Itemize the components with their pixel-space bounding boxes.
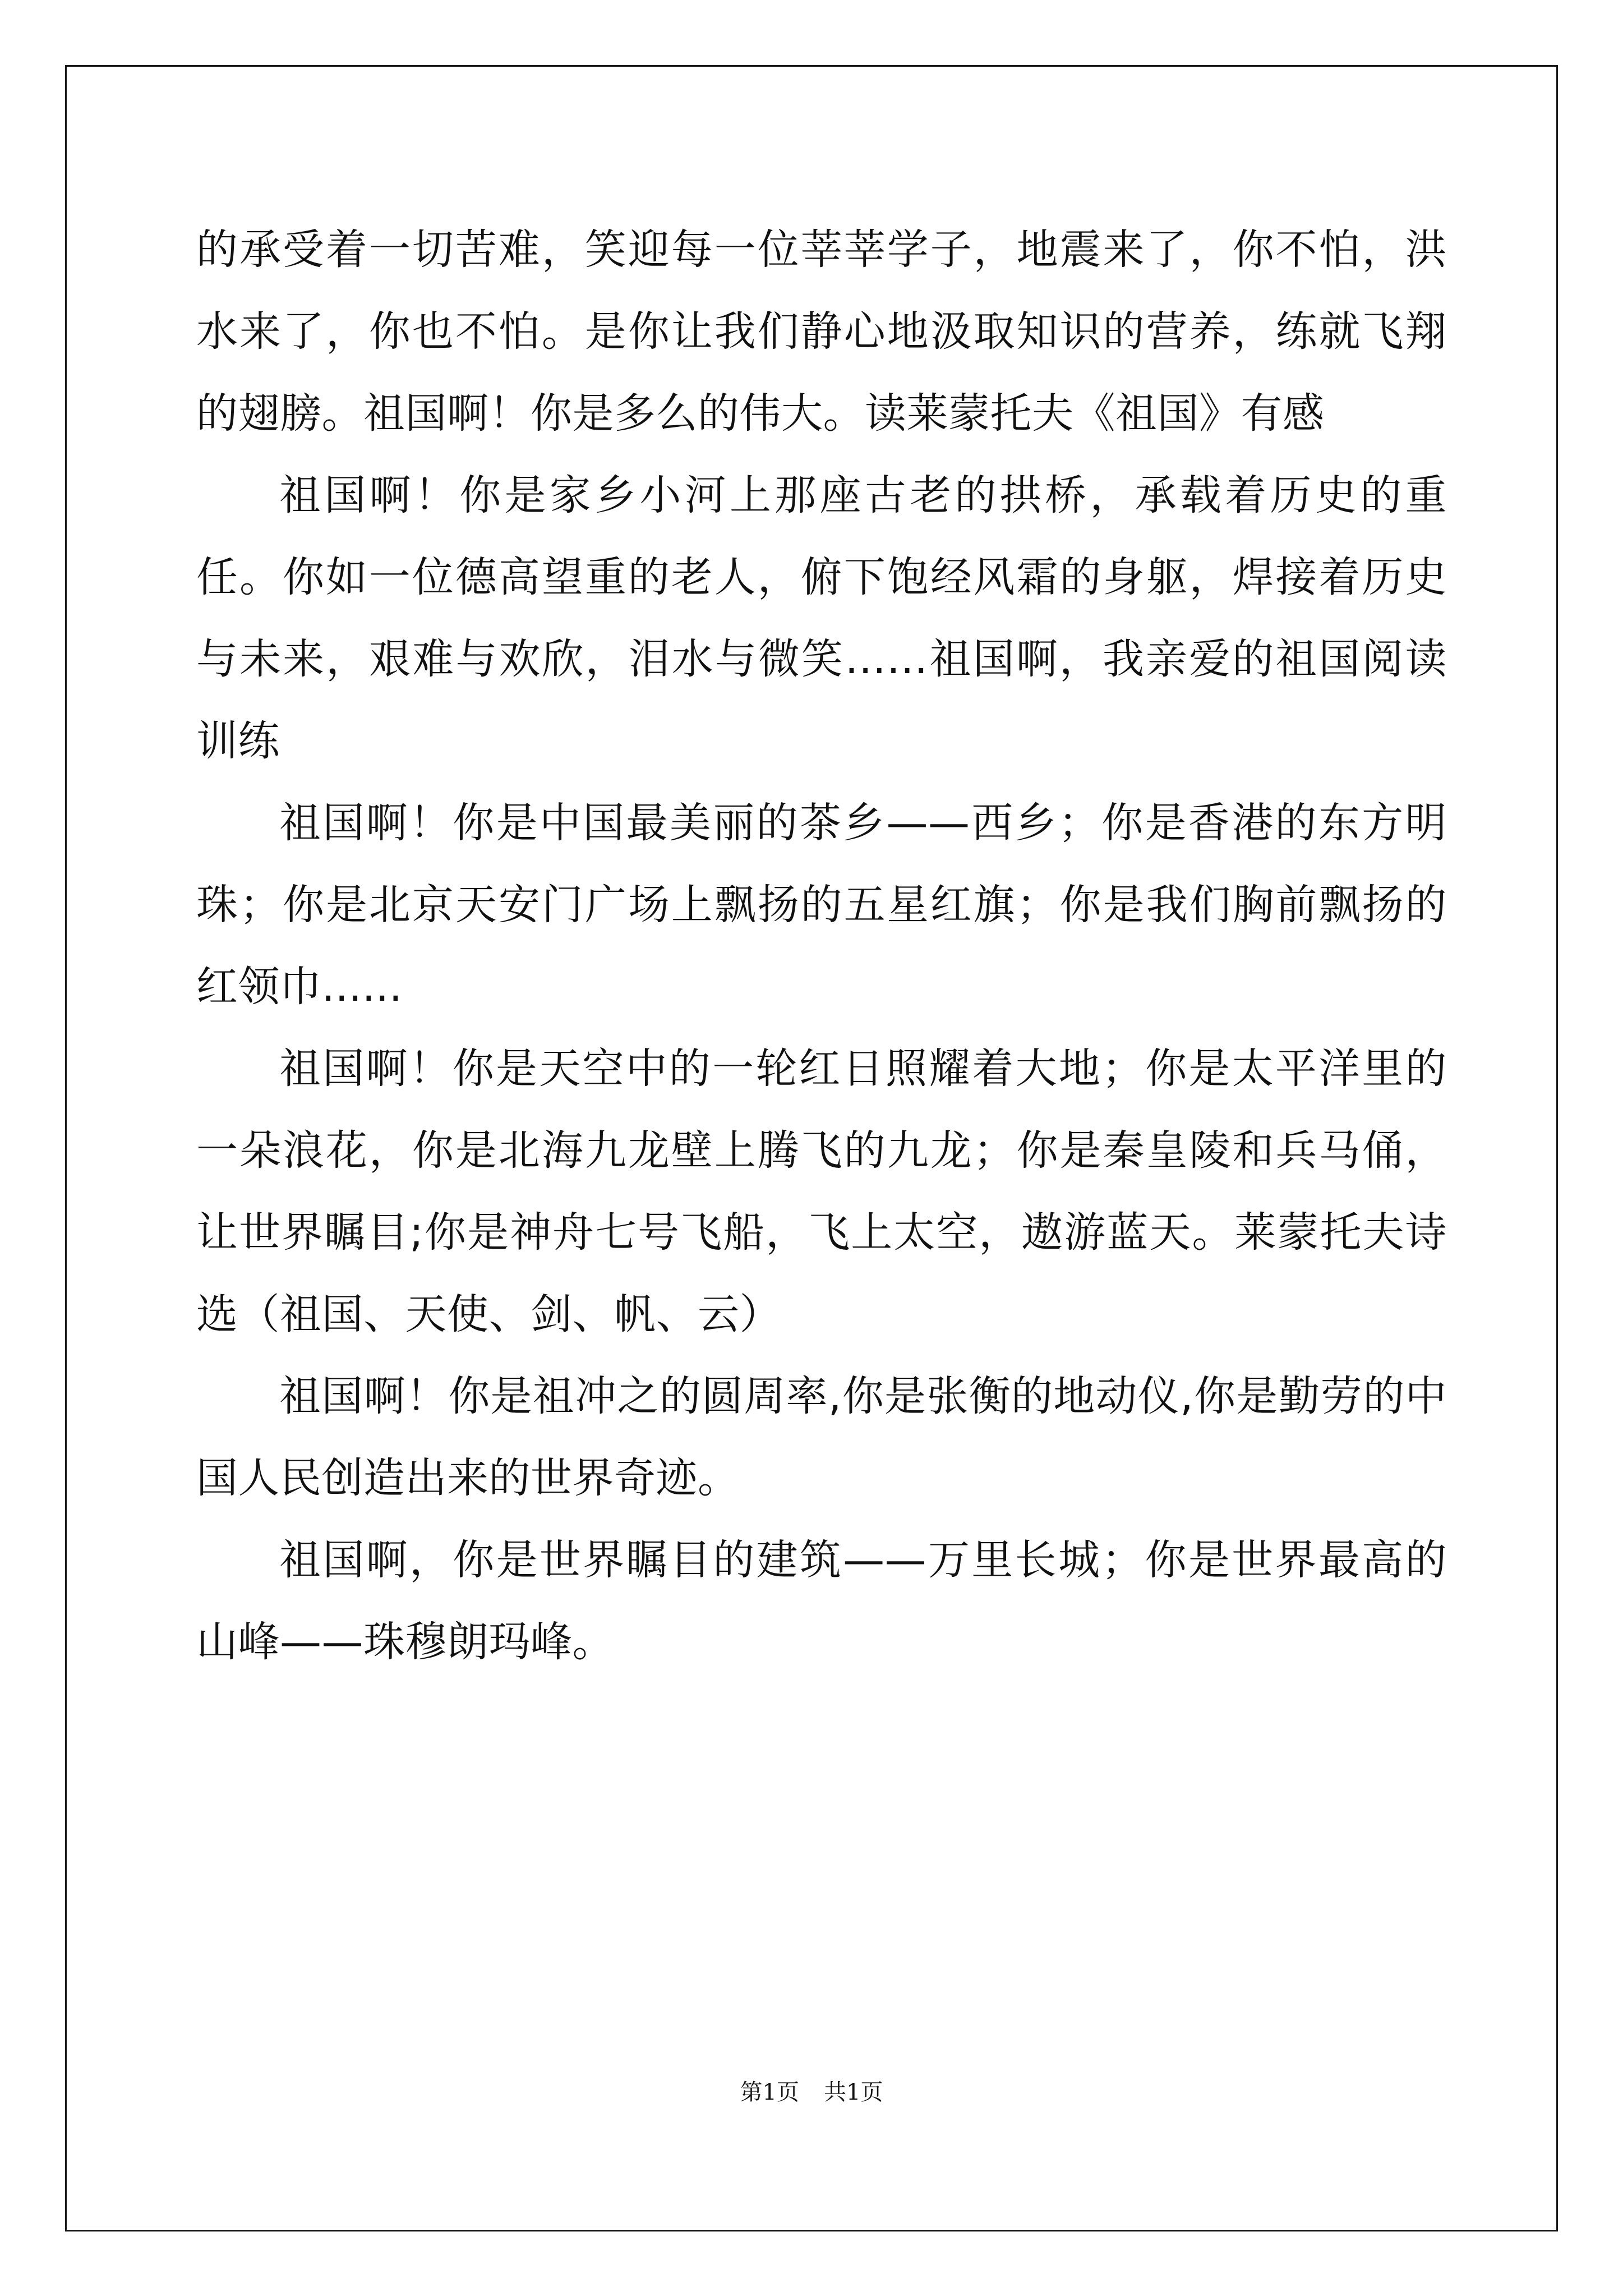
page-footer bbox=[0, 2074, 1623, 2106]
page-number: 第1页 bbox=[740, 2079, 799, 2105]
document-body bbox=[196, 209, 1447, 1683]
paragraph-1: 的承受着一切苦难，笑迎每一位莘莘学子，地震来了，你不怕，洪水来了，你也不怕。是你让我们静心地汲取知识的营养，练就飞翔的翅膀。祖国啊！你是多么的伟大。读莱蒙托夫《祖国》有感 bbox=[196, 226, 1447, 438]
paragraph-6: 祖国啊，你是世界瞩目的建筑——万里长城；你是世界最高的山峰——珠穆朗玛峰。 bbox=[196, 1536, 1447, 1666]
paragraph-2: 祖国啊！你是家乡小河上那座古老的拱桥，承载着历史的重任。你如一位德高望重的老人，俯下饱经风霜的身躯，焊接着历史与未来，艰难与欢欣，泪水与微笑……祖国啊，我亲爱的祖国阅读训练 bbox=[196, 471, 1447, 765]
paragraph-5: 祖国啊！你是祖冲之的圆周率,你是张衡的地动仪,你是勤劳的中国人民创造出来的世界奇迹。 bbox=[196, 1372, 1447, 1502]
paragraph-3: 祖国啊！你是中国最美丽的茶乡——西乡；你是香港的东方明珠；你是北京天安门广场上飘扬的五星红旗；你是我们胸前飘扬的红领巾...... bbox=[196, 799, 1447, 1011]
page-total: 共1页 bbox=[824, 2079, 883, 2105]
paragraph-4: 祖国啊！你是天空中的一轮红日照耀着大地；你是太平洋里的一朵浪花，你是北海九龙壁上腾飞的九龙；你是秦皇陵和兵马俑，让世界瞩目;你是神舟七号飞船，飞上太空，遨游蓝天。莱蒙托夫诗选（祖国、天使、剑、帆、云） bbox=[196, 1045, 1447, 1338]
